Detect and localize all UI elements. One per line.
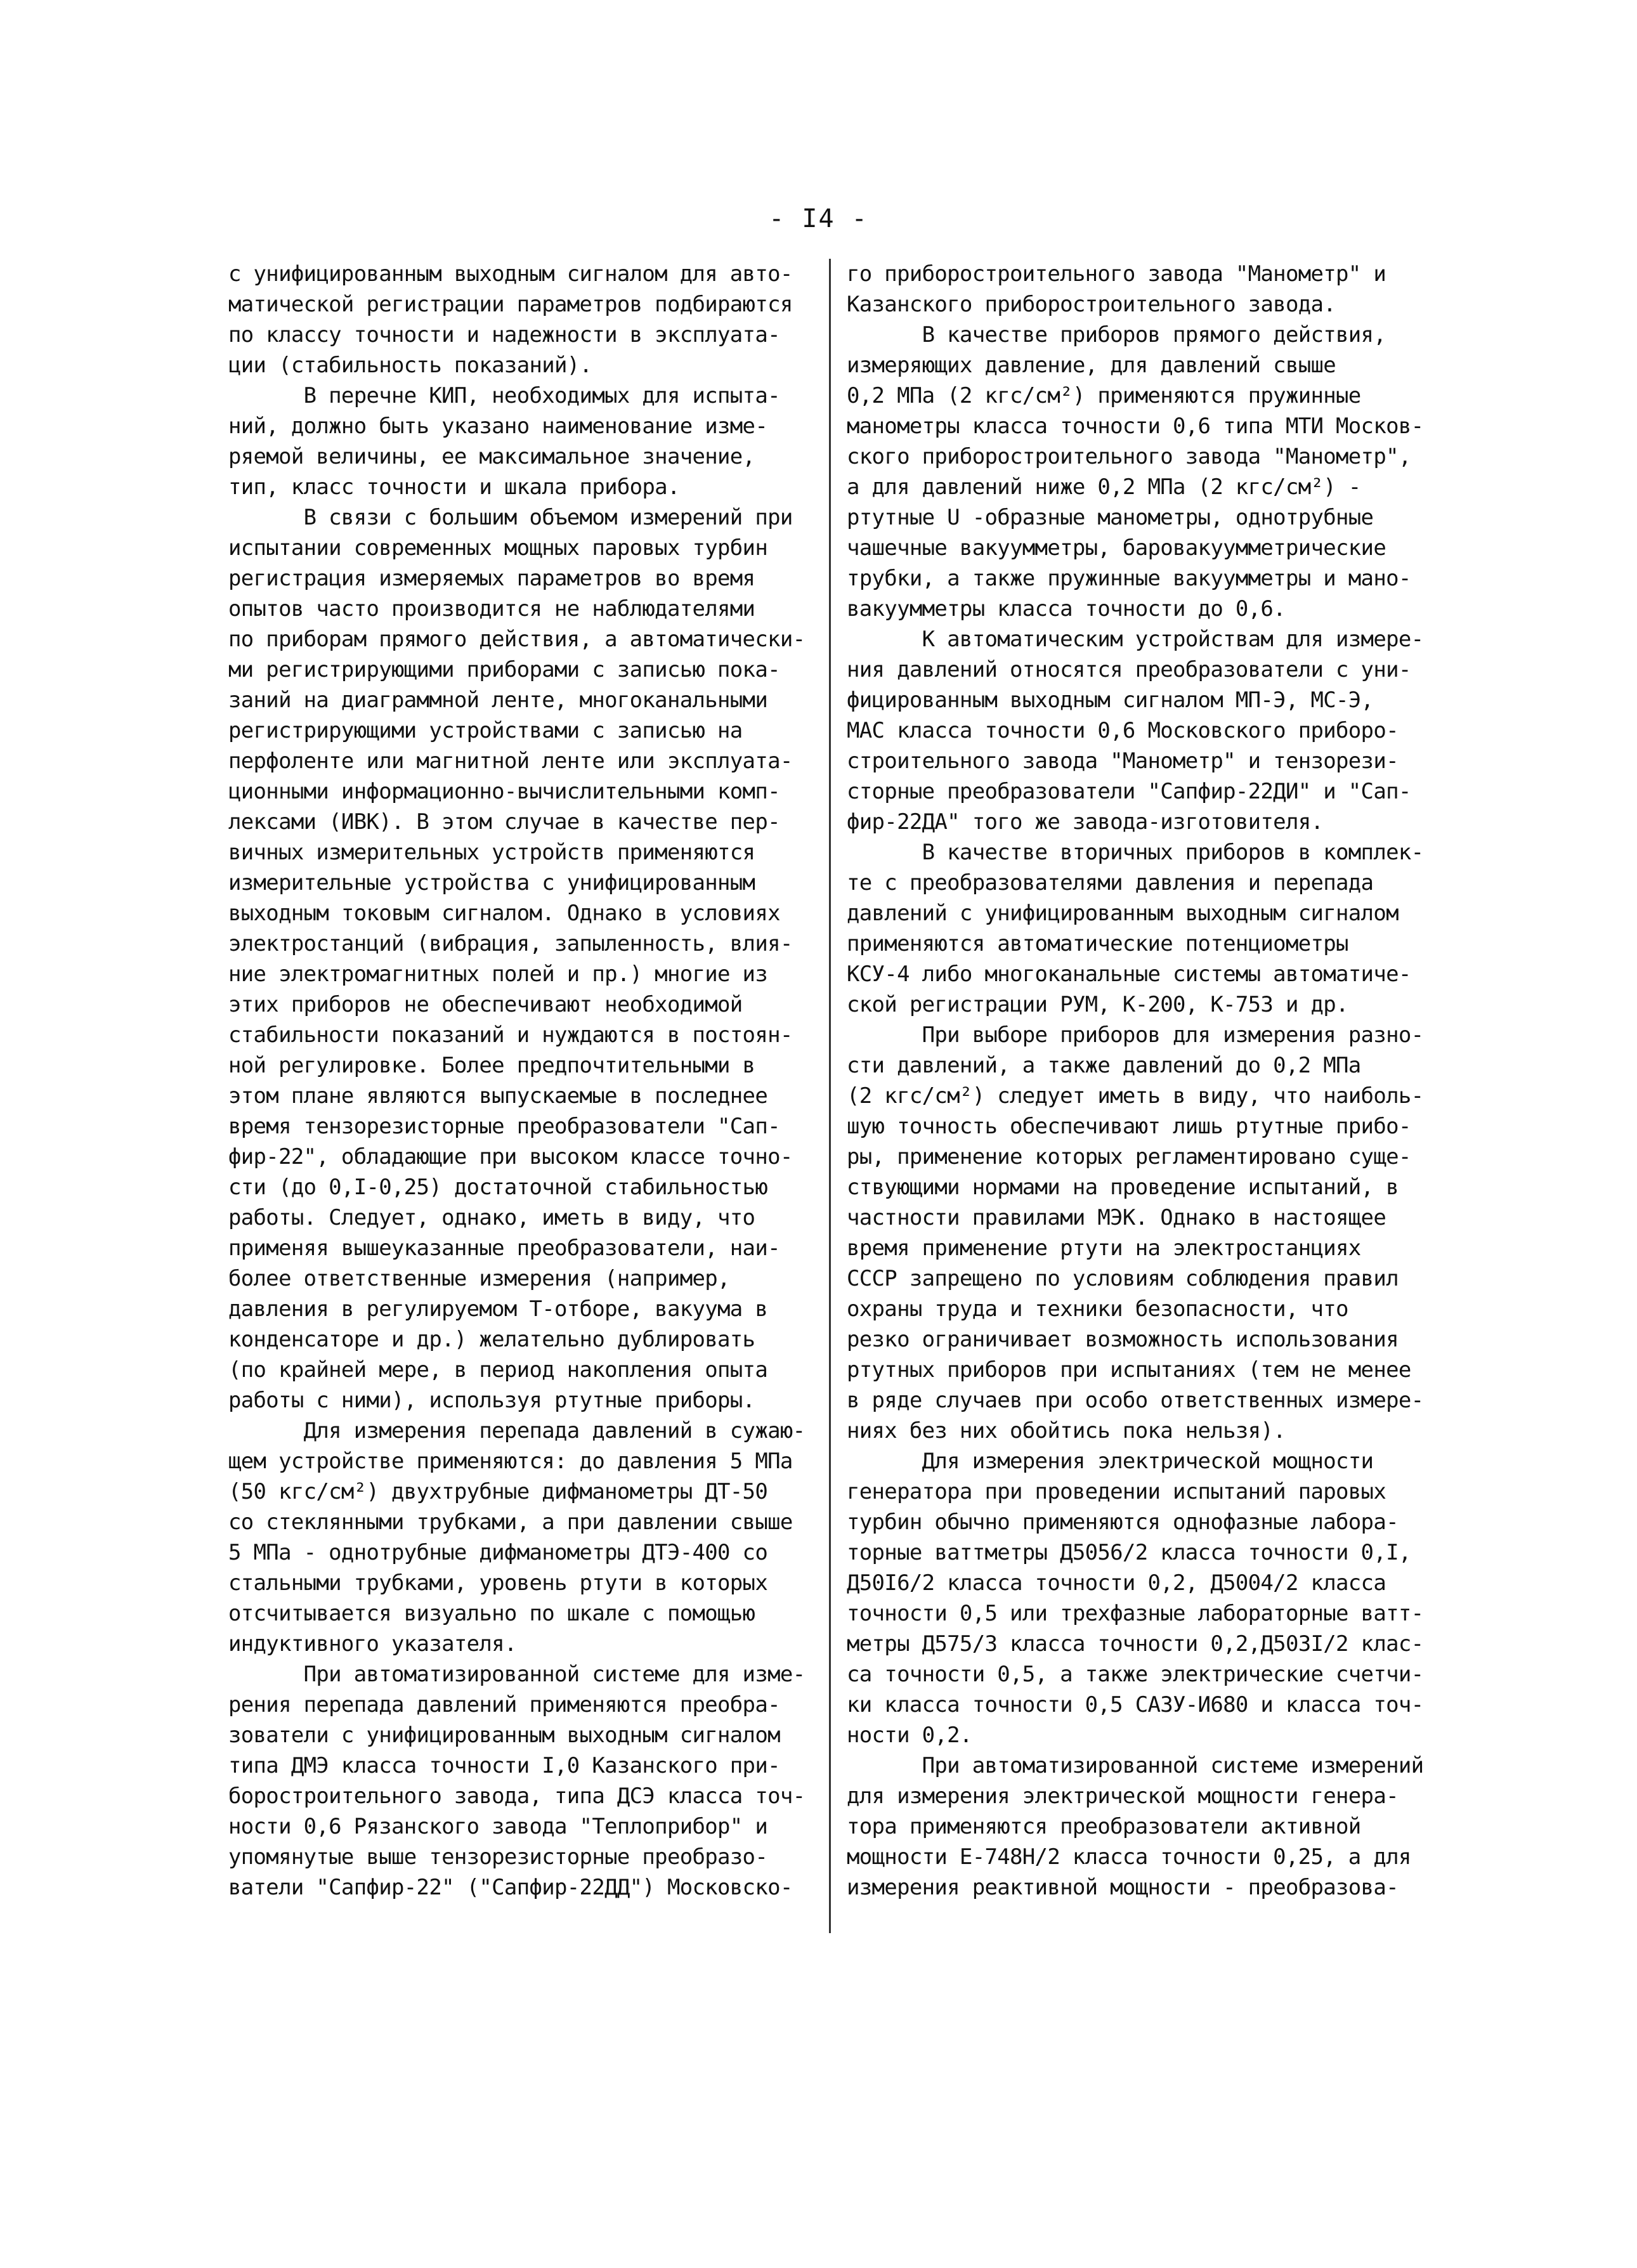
text-line: ского приборостроительного завода "Манометр",: [847, 444, 1411, 469]
text-line: СССР запрещено по условиям соблюдения правил: [847, 1266, 1399, 1291]
text-line: МАС класса точности 0,6 Московского приборо-: [847, 718, 1399, 743]
text-line: ской регистрации РУМ, К-200, К-753 и др.: [847, 992, 1348, 1017]
text-line: При автоматизированной системе измерений: [847, 1753, 1424, 1778]
text-line: в ряде случаев при особо ответственных измере-: [847, 1388, 1424, 1413]
text-line: рения перепада давлений применяются преобра-: [228, 1692, 780, 1717]
text-line: мощности Е-748Н/2 класса точности 0,25, а для: [847, 1844, 1411, 1870]
text-line: вакуумметры класса точности до 0,6.: [847, 596, 1286, 622]
text-line: измеряющих давление, для давлений свыше: [847, 353, 1336, 378]
column-divider: [829, 259, 831, 1933]
text-line: матической регистрации параметров подбираются: [228, 292, 793, 317]
text-line: боростроительного завода, типа ДСЭ класса точ-: [228, 1783, 805, 1809]
text-line: 5 МПа - однотрубные дифманометры ДТЭ-400 со: [228, 1540, 768, 1565]
text-line: ний, должно быть указано наименование изме-: [228, 414, 768, 439]
text-line: регистрация измеряемых параметров во время: [228, 566, 755, 591]
text-line: При выборе приборов для измерения разно-: [847, 1022, 1424, 1048]
text-line: применяются автоматические потенциометры: [847, 931, 1348, 956]
text-line: время тензорезисторные преобразователи "Сап-: [228, 1114, 780, 1139]
text-line: зователи с унифицированным выходным сигналом: [228, 1723, 780, 1748]
text-line: точности 0,5 или трехфазные лабораторные ватт-: [847, 1601, 1424, 1626]
right-text-column: [847, 259, 1440, 1903]
text-line: с унифицированным выходным сигналом для авто-: [228, 261, 793, 287]
text-line: торные ваттметры Д5056/2 класса точности 0,I,: [847, 1540, 1411, 1565]
text-line: ми регистрирующими приборами с записью пока-: [228, 657, 780, 682]
text-line: Казанского приборостроительного завода.: [847, 292, 1336, 317]
text-line: по приборам прямого действия, а автоматически-: [228, 627, 805, 652]
text-line: Для измерения перепада давлений в сужаю-: [228, 1418, 805, 1444]
text-line: опытов часто производится не наблюдателями: [228, 596, 755, 622]
text-line: для измерения электрической мощности генера-: [847, 1783, 1399, 1809]
text-line: измерительные устройства с унифицированным: [228, 870, 755, 896]
text-line: перфоленте или магнитной ленте или эксплуата-: [228, 748, 793, 774]
text-line: ватели "Сапфир-22" ("Сапфир-22ДД") Московско-: [228, 1875, 793, 1900]
text-line: типа ДМЭ класса точности I,0 Казанского при-: [228, 1753, 780, 1778]
text-line: Д50I6/2 класса точности 0,2, Д5004/2 класса: [847, 1570, 1386, 1596]
text-line: При автоматизированной системе для изме-: [228, 1662, 805, 1687]
text-line: отсчитывается визуально по шкале с помощью: [228, 1601, 755, 1626]
text-line: В связи с большим объемом измерений при: [228, 505, 793, 530]
text-line: щем устройстве применяются: до давления 5 МПа: [228, 1449, 793, 1474]
text-line: индуктивного указателя.: [228, 1631, 517, 1657]
text-line: го приборостроительного завода "Манометр" и: [847, 261, 1386, 287]
text-line: резко ограничивает возможность использования: [847, 1327, 1399, 1352]
text-line: частности правилами МЭК. Однако в настоящее: [847, 1205, 1386, 1230]
text-line: метры Д575/3 класса точности 0,2,Д503I/2 клас-: [847, 1631, 1424, 1657]
text-line: ртутные U -образные манометры, однотрубные: [847, 505, 1374, 530]
text-line: шую точность обеспечивают лишь ртутные прибо-: [847, 1114, 1411, 1139]
text-line: этом плане являются выпускаемые в последнее: [228, 1083, 768, 1109]
text-line: ности 0,6 Рязанского завода "Теплоприбор" и: [228, 1814, 768, 1839]
text-line: а для давлений ниже 0,2 МПа (2 кгс/см²) -: [847, 474, 1361, 500]
text-line: (50 кгс/см²) двухтрубные дифманометры ДТ-50: [228, 1479, 768, 1504]
text-line: В перечне КИП, необходимых для испыта-: [228, 383, 780, 408]
text-line: трубки, а также пружинные вакуумметры и мано-: [847, 566, 1411, 591]
text-line: тора применяются преобразователи активной: [847, 1814, 1361, 1839]
text-line: В качестве вторичных приборов в комплек-: [847, 840, 1424, 865]
text-line: ряемой величины, ее максимальное значение,: [228, 444, 755, 469]
text-line: фир-22ДА" того же завода-изготовителя.: [847, 809, 1324, 835]
text-line: ной регулировке. Более предпочтительными в: [228, 1053, 755, 1078]
text-line: ки класса точности 0,5 САЗУ-И680 и класса точ-: [847, 1692, 1424, 1717]
text-line: сти (до 0,I-0,25) достаточной стабильностью: [228, 1175, 768, 1200]
text-line: тип, класс точности и шкала прибора.: [228, 474, 680, 500]
text-line: применяя вышеуказанные преобразователи, наи-: [228, 1235, 780, 1261]
text-line: охраны труда и техники безопасности, что: [847, 1296, 1348, 1322]
text-line: давления в регулируемом Т-отборе, вакуума в: [228, 1296, 768, 1322]
text-line: заний на диаграммной ленте, многоканальными: [228, 688, 768, 713]
text-line: работы с ними), используя ртутные приборы.: [228, 1388, 755, 1413]
text-line: те с преобразователями давления и перепада: [847, 870, 1374, 896]
text-line: вичных измерительных устройств применяются: [228, 840, 755, 865]
text-line: генератора при проведении испытаний паровых: [847, 1479, 1386, 1504]
text-line: 0,2 МПа (2 кгс/см²) применяются пружинные: [847, 383, 1361, 408]
text-line: регистрирующими устройствами с записью на: [228, 718, 743, 743]
text-line: работы. Следует, однако, иметь в виду, что: [228, 1205, 755, 1230]
text-line: более ответственные измерения (например,: [228, 1266, 730, 1291]
text-line: В качестве приборов прямого действия,: [847, 322, 1386, 348]
text-line: по классу точности и надежности в эксплуата-: [228, 322, 780, 348]
text-line: ности 0,2.: [847, 1723, 972, 1748]
text-line: со стеклянными трубками, а при давлении свыше: [228, 1509, 793, 1535]
text-line: стальными трубками, уровень ртути в которых: [228, 1570, 768, 1596]
text-line: стабильности показаний и нуждаются в постоян-: [228, 1022, 793, 1048]
text-line: Для измерения электрической мощности: [847, 1449, 1374, 1474]
text-line: ние электромагнитных полей и пр.) многие из: [228, 961, 768, 987]
text-line: электростанций (вибрация, запыленность, влия-: [228, 931, 793, 956]
left-text-column: [228, 259, 818, 1903]
text-line: чашечные вакуумметры, баровакуумметрические: [847, 535, 1386, 561]
text-line: ниях без них обойтись пока нельзя).: [847, 1418, 1286, 1444]
text-line: К автоматическим устройствам для измере-: [847, 627, 1424, 652]
text-line: ртутных приборов при испытаниях (тем не менее: [847, 1357, 1411, 1383]
text-line: испытании современных мощных паровых турбин: [228, 535, 768, 561]
text-line: конденсаторе и др.) желательно дублировать: [228, 1327, 755, 1352]
text-line: КСУ-4 либо многоканальные системы автоматиче-: [847, 961, 1411, 987]
text-line: выходным токовым сигналом. Однако в условиях: [228, 901, 780, 926]
text-line: манометры класса точности 0,6 типа МТИ Москов-: [847, 414, 1424, 439]
text-line: ции (стабильность показаний).: [228, 353, 592, 378]
text-line: ры, применение которых регламентировано суще-: [847, 1144, 1411, 1170]
text-line: са точности 0,5, а также электрические счетчи-: [847, 1662, 1424, 1687]
text-line: упомянутые выше тензорезисторные преобразо-: [228, 1844, 768, 1870]
text-line: (2 кгс/см²) следует иметь в виду, что наиболь-: [847, 1083, 1424, 1109]
text-line: ционными информационно-вычислительными комп-: [228, 779, 780, 804]
text-line: этих приборов не обеспечивают необходимой: [228, 992, 743, 1017]
text-line: турбин обычно применяются однофазные лабора-: [847, 1509, 1399, 1535]
text-line: (по крайней мере, в период накопления опыта: [228, 1357, 768, 1383]
text-line: фицированным выходным сигналом МП-Э, МС-Э,: [847, 688, 1374, 713]
text-line: ствующими нормами на проведение испытаний, в: [847, 1175, 1399, 1200]
text-line: время применение ртути на электростанциях: [847, 1235, 1361, 1261]
text-line: сторные преобразователи "Сапфир-22ДИ" и "Сап-: [847, 779, 1411, 804]
text-line: давлений с унифицированным выходным сигналом: [847, 901, 1399, 926]
page-number: - I4 -: [769, 204, 868, 233]
text-line: лексами (ИВК). В этом случае в качестве пер-: [228, 809, 780, 835]
text-line: измерения реактивной мощности - преобразова-: [847, 1875, 1399, 1900]
text-line: фир-22", обладающие при высоком классе точно-: [228, 1144, 793, 1170]
text-line: ния давлений относятся преобразователи с уни-: [847, 657, 1411, 682]
text-line: строительного завода "Манометр" и тензорези-: [847, 748, 1399, 774]
text-line: сти давлений, а также давлений до 0,2 МПа: [847, 1053, 1361, 1078]
